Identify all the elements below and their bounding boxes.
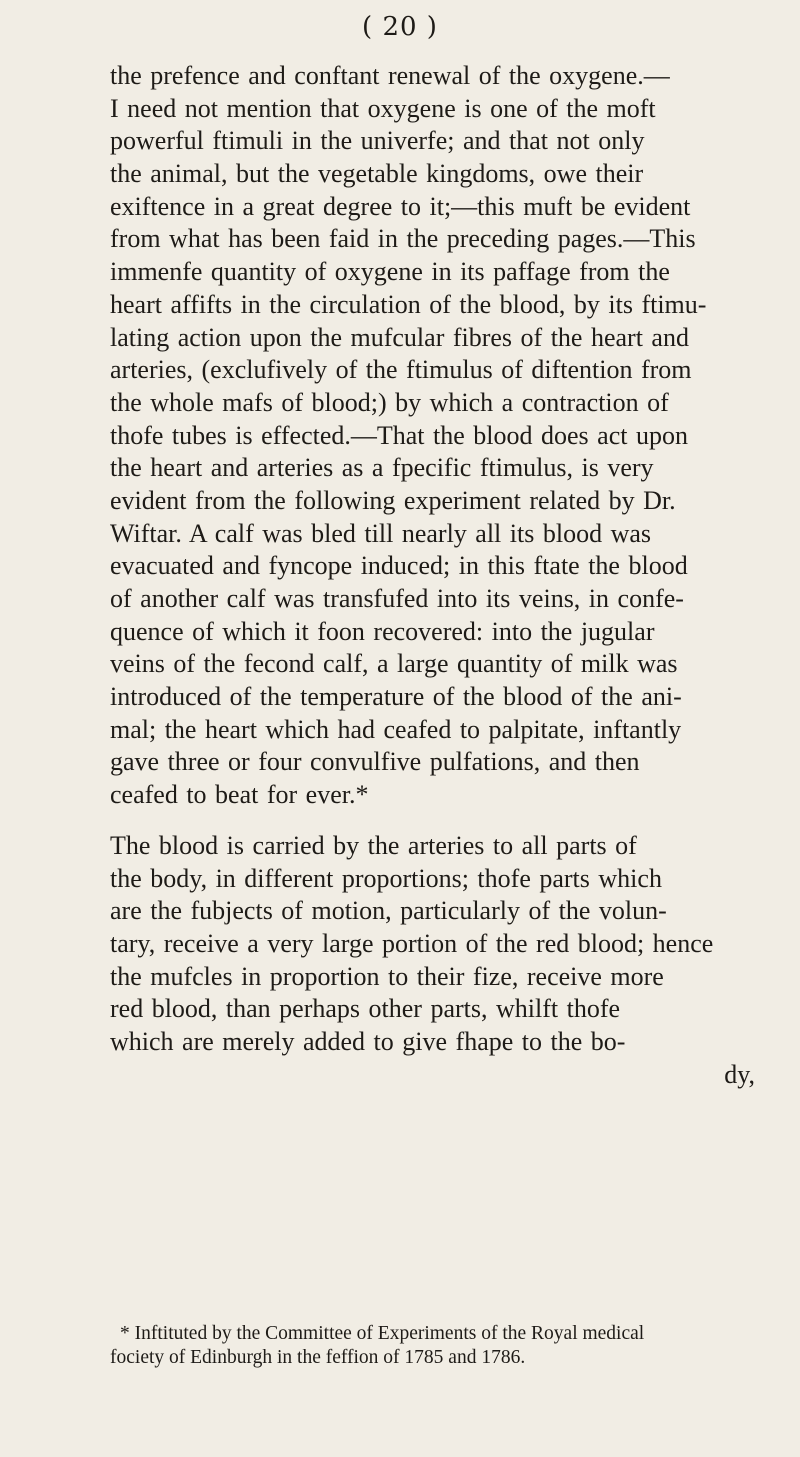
text-line: which are merely added to give fhape to the bo- [110,1026,626,1056]
text-line: gave three or four convulfive pulfations, and then [110,747,640,777]
text-line: thofe tubes is effected.—That the blood does act upon [110,420,688,450]
text-line: ceafed to beat for ever.* [110,780,369,810]
text-line: the body, in different proportions; thofe parts which [110,863,662,893]
text-line: veins of the fecond calf, a large quantity of milk was [110,649,678,679]
text-line: mal; the heart which had ceafed to palpitate, inftantly [110,714,682,744]
text-line: the whole mafs of blood;) by which a contraction of [110,387,669,417]
text-line: powerful ftimuli in the univerfe; and that not only [110,126,645,156]
text-line: heart affifts in the circulation of the blood, by its ftimu- [110,289,707,319]
text-line: quence of which it foon recovered: into the jugular [110,616,655,646]
footnote [110,1322,800,1370]
text-line: tary, receive a very large portion of the red blood; hence [110,928,714,958]
paragraph-1 [110,60,800,812]
text-line: evident from the following experiment related by Dr. [110,485,676,515]
text-line: arteries, (exclufively of the ftimulus of diftention from [110,355,692,385]
text-line: immenfe quantity of oxygene in its paffage from the [110,257,670,287]
text-line: are the fubjects of motion, particularly of the volun- [110,896,667,926]
text-line: The blood is carried by the arteries to all parts of [110,830,637,860]
main-text [110,60,800,1091]
paragraph-2 [110,830,800,1092]
paragraph-spacer [110,812,800,830]
text-line: exiftence in a great degree to it;—this muft be evident [110,191,691,221]
text-line: from what has been faid in the preceding pages.—This [110,224,696,254]
catchword: dy, [724,1059,755,1089]
text-line: I need not mention that oxygene is one of the moft [110,93,656,123]
footnote-line: * Inftituted by the Committee of Experiments of the Royal medical [120,1323,645,1344]
text-line: evacuated and fyncope induced; in this ftate the blood [110,551,688,581]
text-line: introduced of the temperature of the blood of the ani- [110,682,682,712]
text-line: of another calf was transfufed into its veins, in confe- [110,584,684,613]
text-line: red blood, than perhaps other parts, whilft thofe [110,994,621,1024]
text-line: lating action upon the mufcular fibres of the heart and [110,322,689,352]
page-number: ( 20 ) [362,12,438,42]
text-line: the animal, but the vegetable kingdoms, owe their [110,159,644,189]
text-line: the mufcles in proportion to their fize, receive more [110,961,664,991]
text-line: the heart and arteries as a fpecific ftimulus, is very [110,453,654,483]
footnote-line: fociety of Edinburgh in the feffion of 1785 and 1786. [110,1347,526,1368]
text-line: Wiftar. A calf was bled till nearly all its blood was [110,518,652,548]
text-line: the prefence and conftant renewal of the oxygene.— [110,61,670,90]
